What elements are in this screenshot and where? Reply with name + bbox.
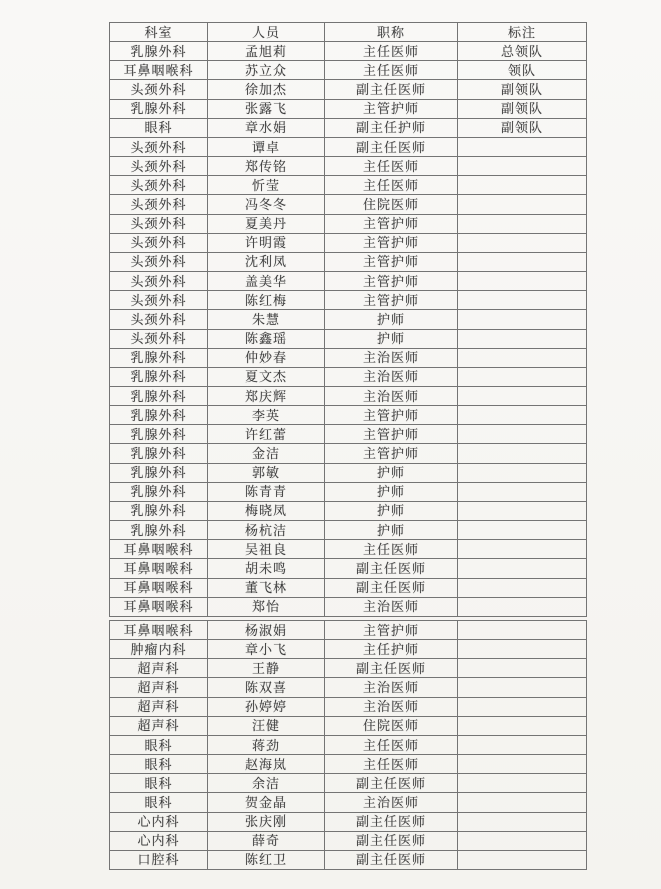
cell-title: 副主任医师 [325,774,458,793]
cell-title: 副主任医师 [325,850,458,869]
cell-department: 头颈外科 [110,329,208,348]
personnel-roster-table-continued [109,620,587,870]
cell-title: 护师 [325,463,458,482]
cell-note [458,697,587,716]
table-row [110,61,587,80]
cell-department: 超声科 [110,678,208,697]
table-row [110,348,587,367]
cell-title: 主任护师 [325,640,458,659]
cell-department: 头颈外科 [110,252,208,271]
cell-note [458,406,587,425]
cell-department: 头颈外科 [110,157,208,176]
cell-personnel: 张露飞 [208,99,325,118]
table-row [110,214,587,233]
cell-note [458,597,587,616]
cell-title: 主任医师 [325,42,458,61]
cell-personnel: 梅晓凤 [208,501,325,520]
cell-personnel: 沈利凤 [208,252,325,271]
table-row [110,233,587,252]
cell-department: 乳腺外科 [110,463,208,482]
cell-title: 主管护师 [325,444,458,463]
cell-department: 头颈外科 [110,233,208,252]
cell-note [458,157,587,176]
cell-personnel: 郑传铭 [208,157,325,176]
header-row [110,23,587,42]
cell-personnel: 李英 [208,406,325,425]
cell-personnel: 郑庆辉 [208,386,325,405]
cell-personnel: 王静 [208,659,325,678]
cell-personnel: 贺金晶 [208,793,325,812]
cell-personnel: 杨杭洁 [208,521,325,540]
cell-personnel: 夏美丹 [208,214,325,233]
cell-personnel: 苏立众 [208,61,325,80]
cell-personnel: 许红蕾 [208,425,325,444]
table-row [110,621,587,640]
cell-department: 头颈外科 [110,291,208,310]
cell-note [458,755,587,774]
cell-title: 住院医师 [325,195,458,214]
cell-department: 头颈外科 [110,137,208,156]
cell-note: 领队 [458,61,587,80]
cell-title: 主管护师 [325,272,458,291]
column-header-note: 标注 [458,23,587,42]
table-row [110,735,587,754]
table-row [110,176,587,195]
cell-personnel: 仲妙春 [208,348,325,367]
cell-note [458,176,587,195]
table-row [110,252,587,271]
cell-note [458,735,587,754]
cell-note [458,850,587,869]
cell-title: 主任医师 [325,176,458,195]
cell-department: 耳鼻咽喉科 [110,597,208,616]
cell-department: 耳鼻咽喉科 [110,621,208,640]
table-row [110,716,587,735]
cell-note [458,310,587,329]
cell-note: 副领队 [458,99,587,118]
table-row [110,195,587,214]
cell-personnel: 孟旭莉 [208,42,325,61]
table-row [110,463,587,482]
cell-title: 主任医师 [325,61,458,80]
table-row [110,99,587,118]
cell-department: 口腔科 [110,850,208,869]
cell-personnel: 孙婷婷 [208,697,325,716]
cell-department: 超声科 [110,659,208,678]
cell-department: 乳腺外科 [110,99,208,118]
table-row [110,755,587,774]
table-row [110,329,587,348]
cell-personnel: 陈红卫 [208,850,325,869]
cell-department: 耳鼻咽喉科 [110,540,208,559]
cell-title: 副主任医师 [325,659,458,678]
table-row [110,850,587,869]
cell-personnel: 章小飞 [208,640,325,659]
cell-title: 副主任医师 [325,137,458,156]
table-row [110,697,587,716]
cell-personnel: 郑怡 [208,597,325,616]
roster-body-section-2 [110,621,587,870]
cell-note [458,812,587,831]
cell-title: 主管护师 [325,214,458,233]
cell-department: 眼科 [110,793,208,812]
personnel-roster-table-main [109,22,587,617]
cell-note [458,252,587,271]
cell-title: 副主任医师 [325,831,458,850]
cell-personnel: 董飞林 [208,578,325,597]
cell-title: 主任医师 [325,755,458,774]
cell-department: 乳腺外科 [110,444,208,463]
cell-personnel: 许明霞 [208,233,325,252]
table-row [110,501,587,520]
table-row [110,291,587,310]
cell-title: 护师 [325,329,458,348]
cell-personnel: 陈青青 [208,482,325,501]
table-row [110,386,587,405]
cell-personnel: 徐加杰 [208,80,325,99]
cell-department: 眼科 [110,735,208,754]
cell-department: 乳腺外科 [110,482,208,501]
cell-personnel: 蒋劲 [208,735,325,754]
cell-note [458,621,587,640]
table-row [110,559,587,578]
table-row [110,367,587,386]
table-row [110,272,587,291]
cell-note [458,214,587,233]
cell-note [458,793,587,812]
cell-title: 主管护师 [325,621,458,640]
cell-department: 超声科 [110,697,208,716]
cell-title: 主治医师 [325,678,458,697]
cell-personnel: 章水娟 [208,118,325,137]
cell-title: 住院医师 [325,716,458,735]
cell-department: 乳腺外科 [110,367,208,386]
cell-personnel: 忻莹 [208,176,325,195]
table-row [110,774,587,793]
cell-title: 副主任医师 [325,80,458,99]
cell-personnel: 谭卓 [208,137,325,156]
cell-department: 超声科 [110,716,208,735]
cell-title: 主管护师 [325,406,458,425]
cell-department: 耳鼻咽喉科 [110,578,208,597]
cell-personnel: 赵海岚 [208,755,325,774]
cell-note [458,831,587,850]
cell-personnel: 金洁 [208,444,325,463]
table-row [110,137,587,156]
cell-department: 眼科 [110,755,208,774]
cell-note [458,540,587,559]
cell-department: 头颈外科 [110,80,208,99]
cell-title: 主任医师 [325,157,458,176]
cell-title: 主任医师 [325,735,458,754]
cell-note [458,233,587,252]
cell-note [458,291,587,310]
cell-note [458,640,587,659]
cell-department: 乳腺外科 [110,501,208,520]
table-row [110,521,587,540]
roster-body-section-1 [110,42,587,617]
cell-note: 副领队 [458,118,587,137]
cell-department: 乳腺外科 [110,42,208,61]
cell-note [458,482,587,501]
cell-personnel: 吴祖良 [208,540,325,559]
cell-title: 主任医师 [325,540,458,559]
cell-title: 主治医师 [325,386,458,405]
table-row [110,310,587,329]
table-row [110,444,587,463]
cell-personnel: 张庆刚 [208,812,325,831]
cell-title: 护师 [325,501,458,520]
table-row [110,118,587,137]
cell-department: 眼科 [110,118,208,137]
table-row [110,482,587,501]
cell-department: 乳腺外科 [110,386,208,405]
cell-title: 副主任医师 [325,578,458,597]
cell-personnel: 郭敏 [208,463,325,482]
cell-personnel: 薛奇 [208,831,325,850]
table-row [110,640,587,659]
table-row [110,793,587,812]
cell-title: 主管护师 [325,99,458,118]
cell-department: 乳腺外科 [110,521,208,540]
table-row [110,425,587,444]
cell-title: 主治医师 [325,697,458,716]
table-row [110,406,587,425]
cell-note [458,386,587,405]
cell-title: 主管护师 [325,233,458,252]
cell-personnel: 陈鑫瑶 [208,329,325,348]
cell-personnel: 盖美华 [208,272,325,291]
cell-department: 心内科 [110,812,208,831]
cell-title: 主管护师 [325,252,458,271]
cell-department: 乳腺外科 [110,425,208,444]
column-header-personnel: 人员 [208,23,325,42]
cell-note [458,329,587,348]
cell-note: 副领队 [458,80,587,99]
cell-title: 副主任护师 [325,118,458,137]
cell-note [458,678,587,697]
cell-note [458,774,587,793]
cell-note [458,521,587,540]
cell-note [458,272,587,291]
cell-note: 总领队 [458,42,587,61]
cell-department: 头颈外科 [110,272,208,291]
cell-department: 耳鼻咽喉科 [110,61,208,80]
cell-note [458,137,587,156]
cell-personnel: 余洁 [208,774,325,793]
cell-note [458,425,587,444]
cell-department: 眼科 [110,774,208,793]
cell-note [458,463,587,482]
cell-personnel: 陈双喜 [208,678,325,697]
cell-note [458,716,587,735]
cell-personnel: 夏文杰 [208,367,325,386]
cell-department: 头颈外科 [110,176,208,195]
cell-title: 主管护师 [325,425,458,444]
cell-title: 主治医师 [325,597,458,616]
cell-department: 耳鼻咽喉科 [110,559,208,578]
cell-note [458,444,587,463]
cell-note [458,367,587,386]
cell-personnel: 冯冬冬 [208,195,325,214]
table-row [110,42,587,61]
cell-title: 主治医师 [325,793,458,812]
table-row [110,157,587,176]
table-row [110,678,587,697]
cell-note [458,348,587,367]
cell-note [458,559,587,578]
cell-title: 主治医师 [325,367,458,386]
cell-note [458,578,587,597]
cell-note [458,501,587,520]
cell-title: 护师 [325,482,458,501]
cell-personnel: 朱慧 [208,310,325,329]
column-header-department: 科室 [110,23,208,42]
table-row [110,659,587,678]
cell-title: 副主任医师 [325,812,458,831]
cell-department: 头颈外科 [110,310,208,329]
cell-personnel: 杨淑娟 [208,621,325,640]
cell-department: 肿瘤内科 [110,640,208,659]
cell-department: 心内科 [110,831,208,850]
cell-department: 头颈外科 [110,214,208,233]
cell-note [458,659,587,678]
cell-department: 乳腺外科 [110,348,208,367]
column-header-title: 职称 [325,23,458,42]
cell-personnel: 汪健 [208,716,325,735]
cell-title: 护师 [325,521,458,540]
cell-personnel: 胡未鸣 [208,559,325,578]
table-row [110,578,587,597]
cell-department: 头颈外科 [110,195,208,214]
table-row [110,540,587,559]
table-row [110,831,587,850]
cell-department: 乳腺外科 [110,406,208,425]
cell-title: 护师 [325,310,458,329]
cell-note [458,195,587,214]
table-row [110,597,587,616]
cell-title: 主治医师 [325,348,458,367]
cell-title: 副主任医师 [325,559,458,578]
table-row [110,812,587,831]
table-row [110,80,587,99]
cell-personnel: 陈红梅 [208,291,325,310]
cell-title: 主管护师 [325,291,458,310]
